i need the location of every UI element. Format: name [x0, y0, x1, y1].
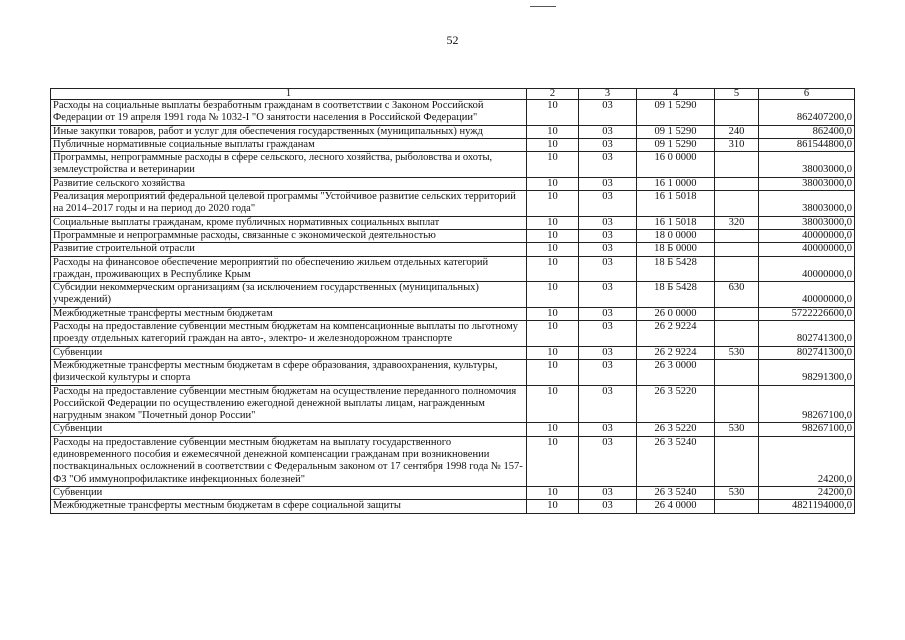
- expense-name-cell: Расходы на предоставление субвенции местным бюджетам на осуществление переданного полномочия Российской Федерации по осуществлению ежегодной денежной выплаты лицам, награжденным нагрудным знаком "Почетный донор России": [51, 385, 527, 423]
- column-header: 1: [51, 89, 527, 100]
- expense-type-cell: [715, 436, 759, 486]
- table-row: [51, 486, 855, 499]
- section-code-cell: 10: [527, 436, 579, 486]
- expense-type-cell: [715, 256, 759, 282]
- expense-type-cell: [715, 177, 759, 190]
- table-row: [51, 152, 855, 178]
- subsection-code-cell: 03: [579, 100, 637, 126]
- expense-type-cell: 530: [715, 423, 759, 436]
- expense-name-cell: Межбюджетные трансферты местным бюджетам в сфере образования, здравоохранения, культуры, физической культуры и спорта: [51, 359, 527, 385]
- expense-type-cell: [715, 359, 759, 385]
- amount-cell: 98291300,0: [759, 359, 855, 385]
- column-header: 6: [759, 89, 855, 100]
- expense-type-cell: [715, 385, 759, 423]
- target-article-cell: 18 Б 0000: [637, 243, 715, 256]
- section-code-cell: 10: [527, 256, 579, 282]
- target-article-cell: 16 1 0000: [637, 177, 715, 190]
- target-article-cell: 18 0 0000: [637, 229, 715, 242]
- amount-cell: 24200,0: [759, 436, 855, 486]
- amount-cell: 38003000,0: [759, 177, 855, 190]
- section-code-cell: 10: [527, 152, 579, 178]
- subsection-code-cell: 03: [579, 307, 637, 320]
- target-article-cell: 26 2 9224: [637, 321, 715, 347]
- table-row: [51, 216, 855, 229]
- table-row: [51, 385, 855, 423]
- expense-name-cell: Расходы на социальные выплаты безработным гражданам в соответствии с Законом Российской Федерации от 19 апреля 1991 года № 1032-I "О занятости населения в Российской Федерации": [51, 100, 527, 126]
- amount-cell: 40000000,0: [759, 282, 855, 308]
- expense-type-cell: [715, 307, 759, 320]
- expense-type-cell: [715, 152, 759, 178]
- target-article-cell: 26 0 0000: [637, 307, 715, 320]
- section-code-cell: 10: [527, 486, 579, 499]
- target-article-cell: 26 3 5240: [637, 486, 715, 499]
- target-article-cell: 16 0 0000: [637, 152, 715, 178]
- expense-name-cell: Социальные выплаты гражданам, кроме публичных нормативных социальных выплат: [51, 216, 527, 229]
- section-code-cell: 10: [527, 243, 579, 256]
- subsection-code-cell: 03: [579, 152, 637, 178]
- table-row: [51, 138, 855, 151]
- expense-type-cell: 530: [715, 486, 759, 499]
- target-article-cell: 09 1 5290: [637, 125, 715, 138]
- section-code-cell: 10: [527, 177, 579, 190]
- table-row: [51, 177, 855, 190]
- section-code-cell: 10: [527, 191, 579, 217]
- subsection-code-cell: 03: [579, 216, 637, 229]
- expense-name-cell: Межбюджетные трансферты местным бюджетам в сфере социальной защиты: [51, 500, 527, 513]
- expense-name-cell: Развитие сельского хозяйства: [51, 177, 527, 190]
- table-row: [51, 256, 855, 282]
- amount-cell: 98267100,0: [759, 385, 855, 423]
- subsection-code-cell: 03: [579, 125, 637, 138]
- section-code-cell: 10: [527, 307, 579, 320]
- subsection-code-cell: 03: [579, 321, 637, 347]
- amount-cell: 802741300,0: [759, 321, 855, 347]
- column-header: 2: [527, 89, 579, 100]
- target-article-cell: 26 3 5220: [637, 423, 715, 436]
- page-number: 52: [446, 33, 459, 47]
- target-article-cell: 09 1 5290: [637, 138, 715, 151]
- subsection-code-cell: 03: [579, 436, 637, 486]
- table-row: [51, 359, 855, 385]
- amount-cell: 40000000,0: [759, 256, 855, 282]
- expense-name-cell: Публичные нормативные социальные выплаты гражданам: [51, 138, 527, 151]
- table-row: [51, 436, 855, 486]
- amount-cell: 862400,0: [759, 125, 855, 138]
- subsection-code-cell: 03: [579, 346, 637, 359]
- target-article-cell: 16 1 5018: [637, 191, 715, 217]
- table-row: [51, 100, 855, 126]
- table-row: [51, 125, 855, 138]
- section-code-cell: 10: [527, 359, 579, 385]
- expense-name-cell: Расходы на финансовое обеспечение мероприятий по обеспечению жильем отдельных категорий граждан, проживающих в Республике Крым: [51, 256, 527, 282]
- expense-type-cell: [715, 243, 759, 256]
- subsection-code-cell: 03: [579, 256, 637, 282]
- section-code-cell: 10: [527, 500, 579, 513]
- expense-type-cell: 630: [715, 282, 759, 308]
- section-code-cell: 10: [527, 229, 579, 242]
- expense-name-cell: Развитие строительной отрасли: [51, 243, 527, 256]
- expense-type-cell: [715, 100, 759, 126]
- expense-type-cell: 530: [715, 346, 759, 359]
- expense-name-cell: Программные и непрограммные расходы, связанные с экономической деятельностью: [51, 229, 527, 242]
- section-code-cell: 10: [527, 385, 579, 423]
- amount-cell: 5722226600,0: [759, 307, 855, 320]
- subsection-code-cell: 03: [579, 229, 637, 242]
- amount-cell: 862407200,0: [759, 100, 855, 126]
- target-article-cell: 09 1 5290: [637, 100, 715, 126]
- expense-type-cell: 320: [715, 216, 759, 229]
- expense-name-cell: Программы, непрограммные расходы в сфере сельского, лесного хозяйства, рыболовства и охоты, землеустройства и ветеринарии: [51, 152, 527, 178]
- table-row: [51, 321, 855, 347]
- expense-name-cell: Межбюджетные трансферты местным бюджетам: [51, 307, 527, 320]
- amount-cell: 40000000,0: [759, 229, 855, 242]
- expense-type-cell: 310: [715, 138, 759, 151]
- expense-type-cell: [715, 500, 759, 513]
- subsection-code-cell: 03: [579, 177, 637, 190]
- amount-cell: 38003000,0: [759, 216, 855, 229]
- section-code-cell: 10: [527, 138, 579, 151]
- column-header: 4: [637, 89, 715, 100]
- section-code-cell: 10: [527, 282, 579, 308]
- subsection-code-cell: 03: [579, 486, 637, 499]
- subsection-code-cell: 03: [579, 243, 637, 256]
- budget-table: [50, 88, 855, 514]
- expense-name-cell: Расходы на предоставление субвенции местным бюджетам на компенсационные выплаты по льготному проезду отдельных категорий граждан на авто-, электро- и железнодорожном транспорте: [51, 321, 527, 347]
- expense-name-cell: Расходы на предоставление субвенции местным бюджетам на выплату государственного единовременного пособия и ежемесячной денежной компенсации гражданам при возникновении поствакцинальных осложнений в соответствии с Федеральным законом от 17 сентября 1998 года № 157-ФЗ "Об иммунопрофилактике инфекционных болезней": [51, 436, 527, 486]
- column-header: 3: [579, 89, 637, 100]
- target-article-cell: 26 3 0000: [637, 359, 715, 385]
- subsection-code-cell: 03: [579, 191, 637, 217]
- section-code-cell: 10: [527, 216, 579, 229]
- target-article-cell: 18 Б 5428: [637, 256, 715, 282]
- section-code-cell: 10: [527, 125, 579, 138]
- expense-name-cell: Субвенции: [51, 486, 527, 499]
- section-code-cell: 10: [527, 346, 579, 359]
- target-article-cell: 26 4 0000: [637, 500, 715, 513]
- expense-type-cell: [715, 191, 759, 217]
- target-article-cell: 26 3 5220: [637, 385, 715, 423]
- target-article-cell: 18 Б 5428: [637, 282, 715, 308]
- target-article-cell: 16 1 5018: [637, 216, 715, 229]
- subsection-code-cell: 03: [579, 138, 637, 151]
- expense-name-cell: Субвенции: [51, 423, 527, 436]
- table-row: [51, 500, 855, 513]
- table-row: [51, 191, 855, 217]
- section-code-cell: 10: [527, 321, 579, 347]
- expense-name-cell: Субвенции: [51, 346, 527, 359]
- table-row: [51, 282, 855, 308]
- column-header: 5: [715, 89, 759, 100]
- amount-cell: 802741300,0: [759, 346, 855, 359]
- table-row: [51, 229, 855, 242]
- expense-type-cell: [715, 321, 759, 347]
- amount-cell: 861544800,0: [759, 138, 855, 151]
- expense-type-cell: [715, 229, 759, 242]
- amount-cell: 4821194000,0: [759, 500, 855, 513]
- subsection-code-cell: 03: [579, 359, 637, 385]
- subsection-code-cell: 03: [579, 282, 637, 308]
- amount-cell: 40000000,0: [759, 243, 855, 256]
- expense-name-cell: Иные закупки товаров, работ и услуг для обеспечения государственных (муниципальных) нужд: [51, 125, 527, 138]
- amount-cell: 24200,0: [759, 486, 855, 499]
- target-article-cell: 26 3 5240: [637, 436, 715, 486]
- amount-cell: 98267100,0: [759, 423, 855, 436]
- expense-name-cell: Реализация мероприятий федеральной целевой программы "Устойчивое развитие сельских территорий на 2014–2017 годы и на период до 2020 года": [51, 191, 527, 217]
- amount-cell: 38003000,0: [759, 152, 855, 178]
- subsection-code-cell: 03: [579, 500, 637, 513]
- table-row: [51, 346, 855, 359]
- table-row: [51, 423, 855, 436]
- section-code-cell: 10: [527, 100, 579, 126]
- subsection-code-cell: 03: [579, 385, 637, 423]
- expense-type-cell: 240: [715, 125, 759, 138]
- table-header-row: [51, 89, 855, 100]
- target-article-cell: 26 2 9224: [637, 346, 715, 359]
- subsection-code-cell: 03: [579, 423, 637, 436]
- top-scan-mark: [530, 6, 556, 7]
- section-code-cell: 10: [527, 423, 579, 436]
- amount-cell: 38003000,0: [759, 191, 855, 217]
- table-row: [51, 307, 855, 320]
- expense-name-cell: Субсидии некоммерческим организациям (за исключением государственных (муниципальных) учреждений): [51, 282, 527, 308]
- table-row: [51, 243, 855, 256]
